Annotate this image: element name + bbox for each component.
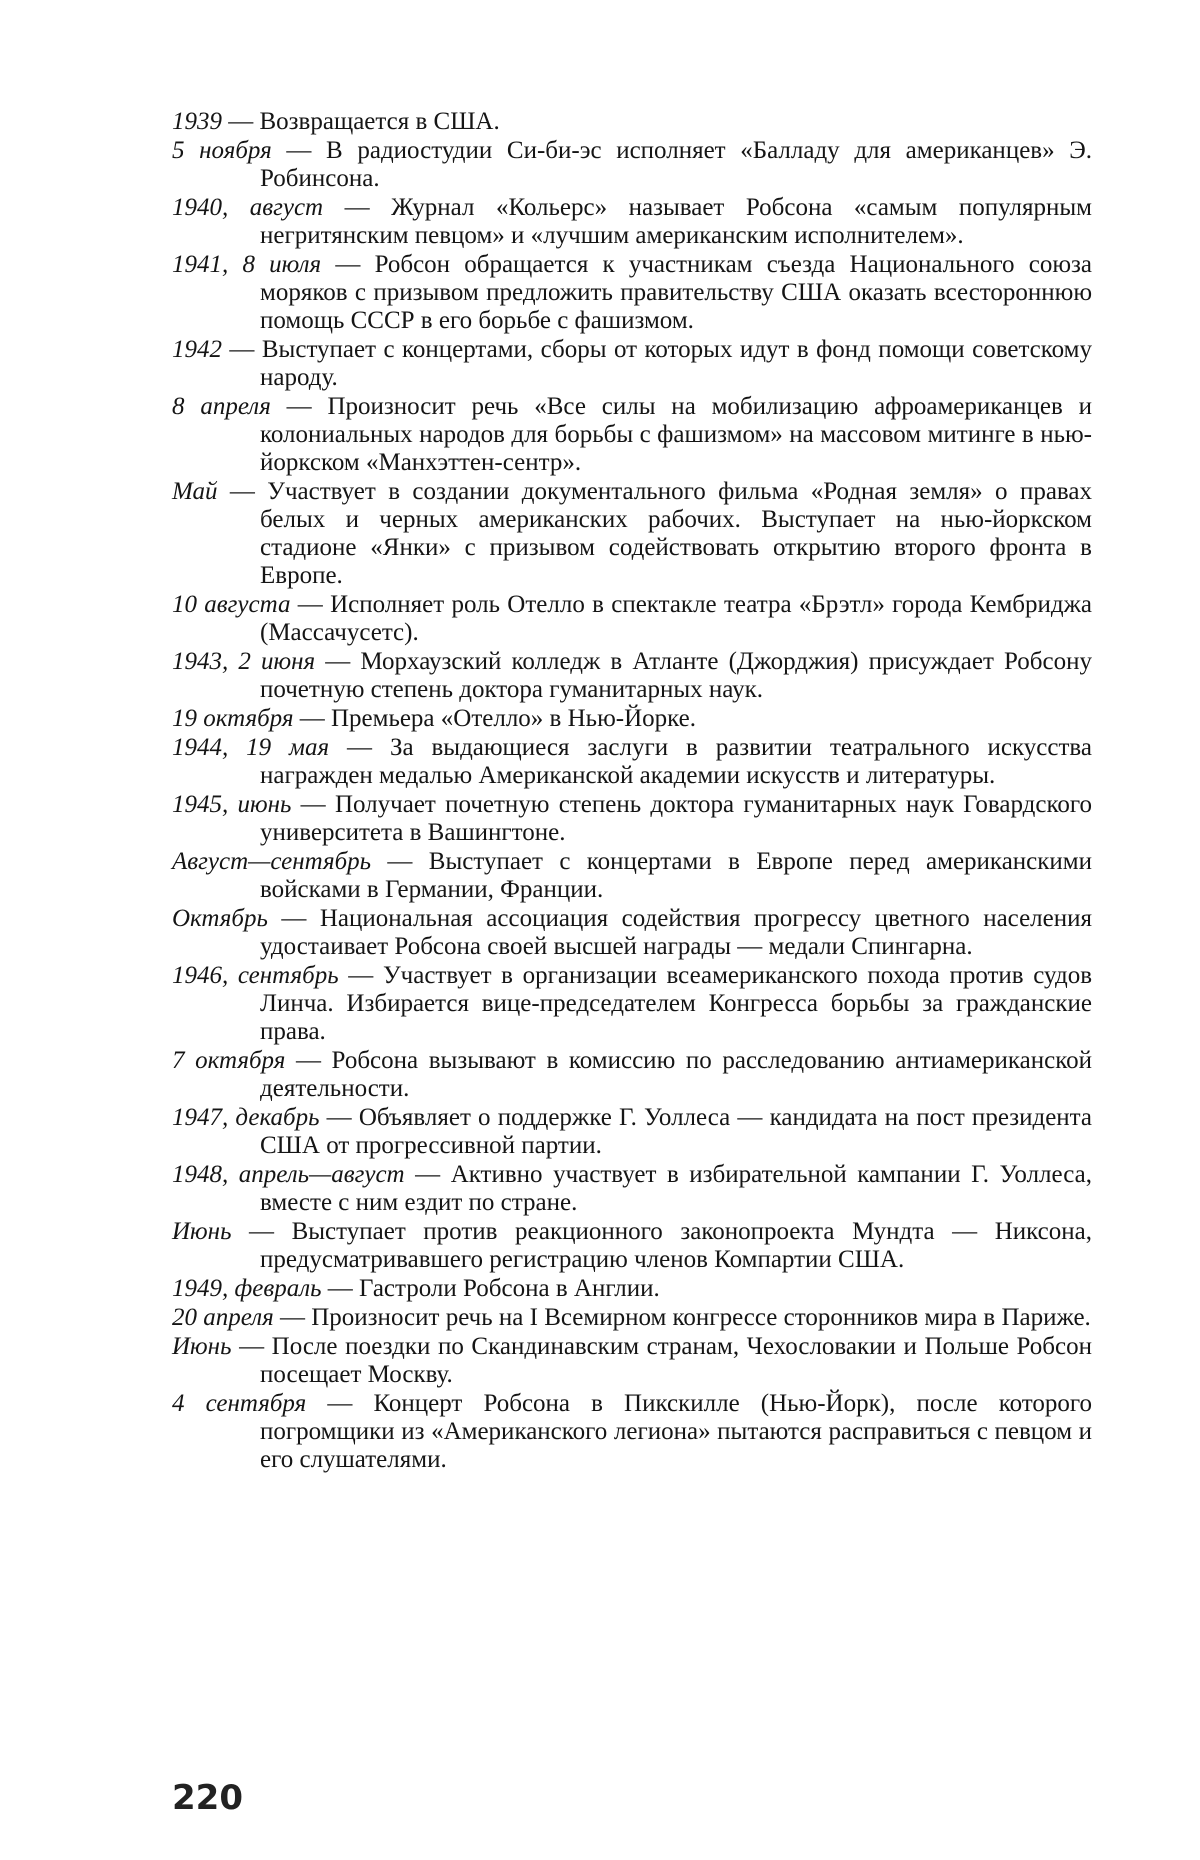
entry-text: — Исполняет роль Отелло в спектакле театра «Брэтл» города Кембриджа (Массачусетс). bbox=[260, 591, 1092, 646]
chronology-entry bbox=[172, 1275, 1092, 1303]
chronology-entry bbox=[172, 1047, 1092, 1103]
entry-text: — Журнал «Кольерс» называет Робсона «самым популярным негритянским певцом» и «лучшим американским исполнителем». bbox=[260, 194, 1092, 249]
entry-text: — Национальная ассоциация содействия прогрессу цветного населения удостаивает Робсона своей высшей награды — медали Спингарна. bbox=[260, 905, 1092, 960]
chronology-entry bbox=[172, 848, 1092, 904]
entry-date: Август—сентябрь bbox=[172, 848, 372, 875]
chronology-entry bbox=[172, 336, 1092, 392]
entry-text: — За выдающиеся заслуги в развитии театрального искусства награжден медалью Американской академии искусств и литературы. bbox=[260, 734, 1092, 789]
entry-date: 1944, 19 мая bbox=[172, 734, 330, 761]
entry-text: — Робсона вызывают в комиссию по расследованию антиамериканской деятельности. bbox=[260, 1047, 1092, 1102]
entry-date: 1942 bbox=[172, 336, 222, 363]
entry-text: — Выступает с концертами в Европе перед американскими войсками в Германии, Франции. bbox=[260, 848, 1092, 903]
entry-text: — Участвует в создании документального фильма «Родная земля» о правах белых и черных американских рабочих. Выступает на нью-йоркском стадионе «Янки» с призывом содействовать открытию второго фронта в Европе. bbox=[217, 478, 1092, 589]
chronology-entry bbox=[172, 648, 1092, 704]
chronology-entry bbox=[172, 1161, 1092, 1217]
entry-date: 20 апреля bbox=[172, 1304, 274, 1331]
entry-text: — Произносит речь на I Всемирном конгрессе сторонников мира в Париже. bbox=[273, 1304, 1091, 1331]
entry-date: 1939 bbox=[172, 108, 222, 135]
chronology-entry bbox=[172, 1218, 1092, 1274]
chronology-entry bbox=[172, 108, 1092, 136]
entry-text: — Робсон обращается к участникам съезда Национального союза моряков с призывом предложить правительству США оказать всестороннюю помощь СССР в его борьбе с фашизмом. bbox=[260, 251, 1092, 334]
chronology-entry bbox=[172, 1104, 1092, 1160]
chronology-entry bbox=[172, 962, 1092, 1046]
entry-text: — Участвует в организации всеамериканского похода против судов Линча. Избирается вице-председателем Конгресса борьбы за гражданские права. bbox=[260, 962, 1092, 1045]
entry-date: 1947, декабрь bbox=[172, 1104, 320, 1131]
entry-date: 19 октября bbox=[172, 705, 294, 732]
entry-text: — Премьера «Отелло» в Нью-Йорке. bbox=[293, 705, 696, 732]
page-number: 220 bbox=[172, 1778, 243, 1818]
chronology-entry bbox=[172, 1304, 1092, 1332]
entry-date: Июнь bbox=[172, 1218, 232, 1245]
chronology-entry bbox=[172, 705, 1092, 733]
chronology-entry bbox=[172, 478, 1092, 590]
entry-text: — Получает почетную степень доктора гуманитарных наук Говардского университета в Вашингтоне. bbox=[260, 791, 1092, 846]
chronology-entry bbox=[172, 591, 1092, 647]
chronology-entry bbox=[172, 791, 1092, 847]
chronology-entry bbox=[172, 251, 1092, 335]
entry-date: 5 ноября bbox=[172, 137, 272, 164]
entry-date: 1943, 2 июня bbox=[172, 648, 316, 675]
entry-text: — Морхаузский колледж в Атланте (Джорджия) присуждает Робсону почетную степень доктора гуманитарных наук. bbox=[260, 648, 1092, 703]
chronology-entry bbox=[172, 1390, 1092, 1474]
entry-date: 1940, август bbox=[172, 194, 324, 221]
entry-text: — Произносит речь «Все силы на мобилизацию афроамериканцев и колониальных народов для борьбы с фашизмом» на массовом митинге в нью-йоркском «Манхэттен-сентр». bbox=[260, 393, 1093, 476]
chronology-entry bbox=[172, 393, 1092, 477]
chronology-entry bbox=[172, 1333, 1092, 1389]
entry-date: 1945, июнь bbox=[172, 791, 292, 818]
entry-date: Октябрь bbox=[172, 905, 268, 932]
entry-text: — Выступает с концертами, сборы от которых идут в фонд помощи советскому народу. bbox=[222, 336, 1092, 391]
entry-date: 8 апреля bbox=[172, 393, 271, 420]
entry-date: 1941, 8 июля bbox=[172, 251, 322, 278]
entry-text: — В радиостудии Си-би-эс исполняет «Балладу для американцев» Э. Робинсона. bbox=[260, 137, 1092, 192]
entry-date: 1946, сентябрь bbox=[172, 962, 339, 989]
entry-date: Июнь bbox=[172, 1333, 232, 1360]
entry-text: — Активно участвует в избирательной кампании Г. Уоллеса, вместе с ним ездит по стране. bbox=[260, 1161, 1092, 1216]
entry-date: 4 сентября bbox=[172, 1390, 307, 1417]
entry-date: 10 августа bbox=[172, 591, 291, 618]
chronology-list bbox=[172, 108, 1092, 1475]
entry-text: — Концерт Робсона в Пикскилле (Нью-Йорк), после которого погромщики из «Американского легиона» пытаются расправиться с певцом и его слушателями. bbox=[260, 1390, 1092, 1473]
entry-date: 1948, апрель—август bbox=[172, 1161, 405, 1188]
entry-date: 7 октября bbox=[172, 1047, 286, 1074]
chronology-entry bbox=[172, 137, 1092, 193]
entry-text: — Объявляет о поддержке Г. Уоллеса — кандидата на пост президента США от прогрессивной партии. bbox=[260, 1104, 1092, 1159]
chronology-entry bbox=[172, 905, 1092, 961]
entry-date: Май bbox=[172, 478, 218, 505]
chronology-entry bbox=[172, 194, 1092, 250]
entry-text: — Возвращается в США. bbox=[222, 108, 500, 135]
entry-date: 1949, февраль bbox=[172, 1275, 322, 1302]
entry-text: — Гастроли Робсона в Англии. bbox=[321, 1275, 660, 1302]
entry-text: — Выступает против реакционного законопроекта Мундта — Никсона, предусматривавшего регистрацию членов Компартии США. bbox=[231, 1218, 1092, 1273]
entry-text: — После поездки по Скандинавским странам, Чехословакии и Польше Робсон посещает Москву. bbox=[231, 1333, 1092, 1388]
chronology-entry bbox=[172, 734, 1092, 790]
